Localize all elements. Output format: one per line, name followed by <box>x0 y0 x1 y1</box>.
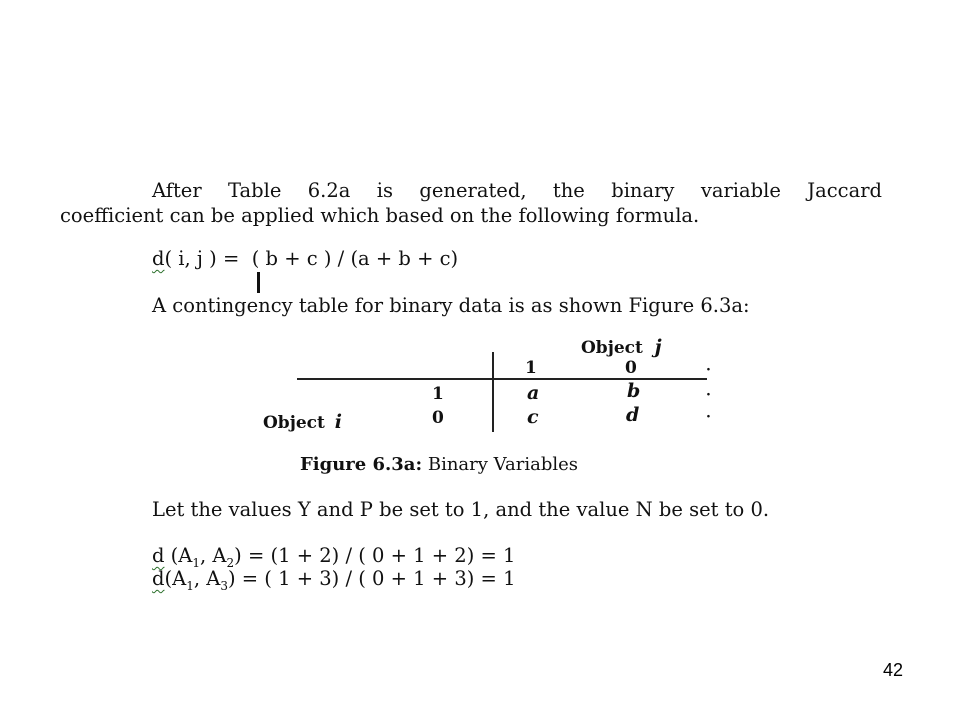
trailing-dot: · <box>706 362 711 378</box>
eq1-part-b: , A <box>200 544 227 567</box>
table-vertical-rule <box>492 352 494 432</box>
figure-caption-text: Binary Variables <box>422 454 578 475</box>
table-horizontal-rule <box>297 378 707 380</box>
eq2-sub-1: 1 <box>186 578 194 593</box>
cell-d: d <box>626 404 640 426</box>
trailing-dot: · <box>706 409 711 425</box>
eq2-d: d <box>152 567 165 590</box>
col-header-0: 0 <box>625 358 637 378</box>
text-cursor <box>257 272 260 293</box>
trailing-dot: · <box>706 387 711 403</box>
col-header-1: 1 <box>525 358 537 378</box>
intro-line-2: coefficient can be applied which based on the following formula. <box>60 204 700 227</box>
eq2-part-b: , A <box>193 567 221 590</box>
intro-paragraph <box>60 178 882 228</box>
eq1-d: d <box>152 544 165 567</box>
cell-c: c <box>527 406 539 428</box>
formula-args: ( i, j ) = <box>164 247 240 270</box>
equation-1 <box>152 544 515 570</box>
eq2-part-a: (A <box>164 567 187 590</box>
cell-b: b <box>627 380 641 402</box>
figure-caption-label: Figure 6.3a: <box>300 454 423 475</box>
eq2-sub-2: 3 <box>220 578 228 593</box>
object-i-header <box>263 411 342 433</box>
equation-2 <box>152 567 515 593</box>
let-values-line: Let the values Y and P be set to 1, and the value N be set to 0. <box>152 498 770 521</box>
formula-d: d <box>152 247 165 270</box>
cell-a: a <box>527 382 540 404</box>
object-i-label: Object <box>263 413 325 433</box>
page-number: 42 <box>882 660 903 680</box>
object-j-label: Object <box>581 338 643 358</box>
intro-line-1: After Table 6.2a is generated, the binary variable Jaccard <box>152 179 882 202</box>
eq2-part-c: ) = ( 1 + 3) / ( 0 + 1 + 3) = 1 <box>227 567 516 590</box>
eq1-sub-2: 2 <box>226 555 235 570</box>
row-header-1: 1 <box>432 384 444 404</box>
figure-caption <box>300 454 578 475</box>
contingency-intro: A contingency table for binary data is as shown Figure 6.3a: <box>152 294 750 317</box>
jaccard-formula <box>152 247 458 270</box>
object-i-var: i <box>334 411 343 433</box>
eq1-part-c: ) = (1 + 2) / ( 0 + 1 + 2) = 1 <box>234 544 516 567</box>
object-j-var: j <box>654 336 662 358</box>
object-j-header <box>581 336 662 358</box>
row-header-0: 0 <box>432 408 444 428</box>
formula-rhs: ( b + c ) / (a + b + c) <box>251 247 459 270</box>
eq1-sub-1: 1 <box>192 555 201 570</box>
eq1-part-a: (A <box>164 544 193 567</box>
